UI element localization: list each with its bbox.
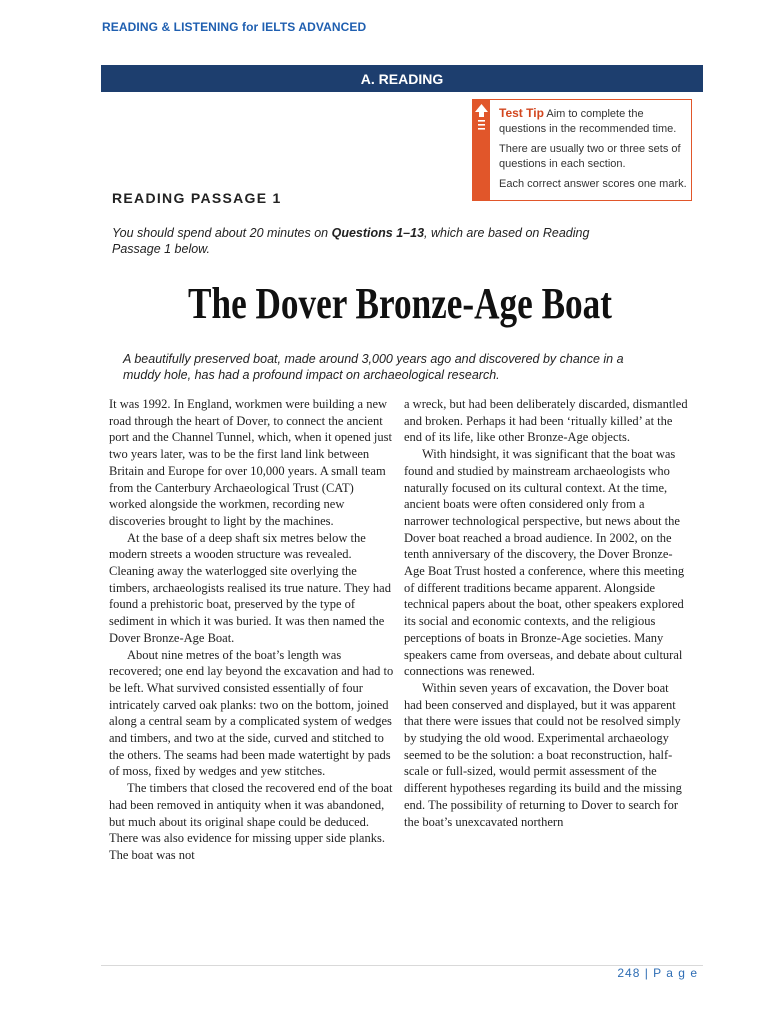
section-banner [101, 65, 703, 92]
paragraph: It was 1992. In England, workmen were building a new road through the heart of Dover, to connect the ancient port and the Channel Tunnel, which, when it opened just two years later, was to be the first land link between Britain and Europe for over 10,000 years. A small team from the Canterbury Archaeological Trust (CAT) worked alongside the workmen, recording new discoveries brought to light by the machines. [109, 397, 392, 528]
article-column-right [404, 396, 689, 830]
section-banner-label: A. READING [360, 70, 444, 87]
test-tip-box [472, 99, 692, 201]
article-title: The Dover Bronze-Age Boat [188, 279, 612, 328]
footer-divider [101, 965, 703, 966]
passage-heading: READING PASSAGE 1 [112, 190, 282, 206]
tip-line-2: There are usually two or three sets of questions in each section. [499, 143, 681, 170]
tip-line-3: Each correct answer scores one mark. [499, 178, 687, 190]
tip-line-1: Aim to complete the questions in the recommended time. [499, 108, 677, 135]
paragraph: At the base of a deep shaft six metres below the modern streets a wooden structure was revealed. Cleaning away the waterlogged site overlying the timbers, archaeologists realised its true nature. They had found a prehistoric boat, preserved by the type of sediment in which it was buried. It was then named the Dover Bronze-Age Boat. [109, 530, 391, 645]
article-column-left [109, 396, 394, 864]
paragraph: About nine metres of the boat’s length was recovered; one end lay beyond the excavation and had to be left. What survived consisted essentially of four intricately carved oak planks: two on the bottom, joined along a central seam by a complicated system of wedges and timbers, and two at the side, curved and stitched to the others. The seams had been made watertight by pads of moss, fixed by wedges and yew stitches. [109, 647, 394, 779]
tip-accent-bar [473, 100, 490, 200]
paragraph: Within seven years of excavation, the Dover boat had been conserved and displayed, but it was apparent that there were issues that could not be resolved simply by studying the old wood. Experimental archaeology seemed to be the solution: a boat reconstruction, half-scale or full-sized, would permit assessment of the different hypotheses regarding its build and the missing end. The possibility of returning to Dover to search for the boat’s unexcavated northern [404, 680, 682, 829]
paragraph: The timbers that closed the recovered end of the boat had been removed in antiquity when it was abandoned, but much about its original shape could be deduced. There was also evidence for missing upper side planks. The boat was not [109, 781, 393, 862]
paragraph: a wreck, but had been deliberately discarded, dismantled and broken. Perhaps it had been ‘ritually killed’ at the end of its life, like other Bronze-Age objects. [404, 397, 688, 445]
book-header-title: READING & LISTENING for IELTS ADVANCED [102, 20, 367, 34]
article-subtitle: A beautifully preserved boat, made around 3,000 years ago and discovered by chance in a muddy hole, has had a profound impact on archaeological research. [123, 352, 624, 382]
passage-instructions [112, 225, 622, 257]
instructions-question-range: Questions 1–13 [331, 226, 425, 240]
paragraph: With hindsight, it was significant that the boat was found and studied by mainstream archaeologists who naturally focused on its cultural context. At the time, ancient boats were often considered only from a narrower technological perspective, but news about the Dover boat reached a broad audience. In 2002, on the tenth anniversary of the discovery, the Dover Bronze-Age Boat Trust hosted a conference, where this meeting of different traditions became apparent. Alongside technical papers about the boat, other speakers explored its social and economic contexts, and the religious perceptions of boats in Bronze-Age societies. Many speakers came from overseas, and debate about cultural connections was renewed. [404, 447, 685, 679]
up-arrow-icon [475, 104, 488, 132]
instructions-text-1: You should spend about 20 minutes on [112, 226, 332, 240]
instructions-text-2: , which are based on Reading Passage 1 below. [112, 226, 590, 256]
page-number: 248 | P a g e [617, 966, 698, 980]
tip-text [499, 106, 687, 197]
tip-label: Test Tip [499, 106, 544, 120]
